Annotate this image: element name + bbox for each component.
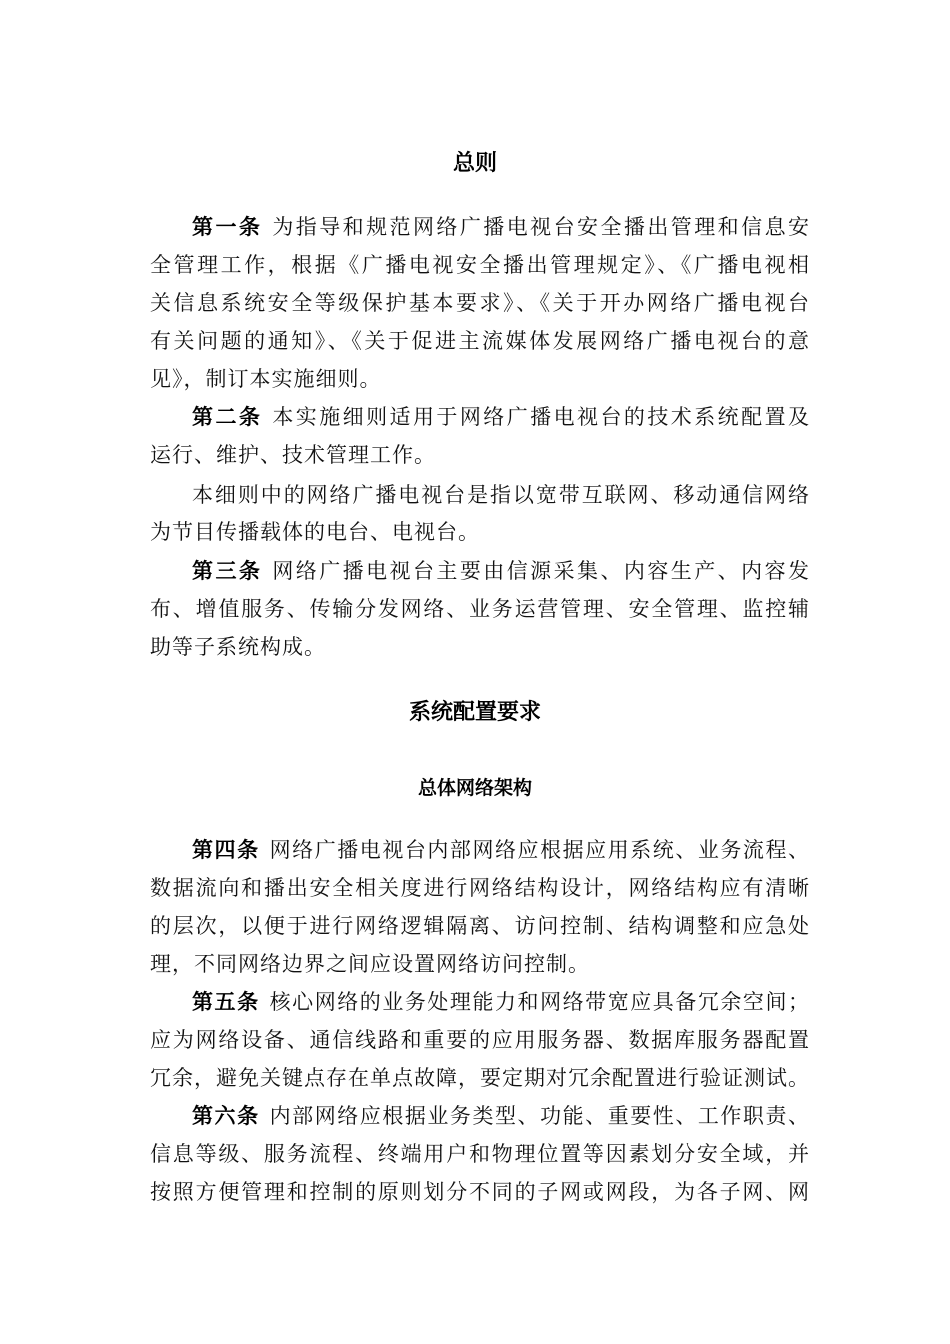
article-5-line-3: 冗余，避免关键点存在单点故障，要定期对冗余配置进行验证测试。	[150, 1066, 810, 1090]
article-3-label: 第三条	[192, 559, 263, 583]
article-5-label: 第五条	[192, 990, 260, 1014]
section-title-general: 总则	[452, 151, 497, 176]
article-1-text-1: 为指导和规范网络广播电视台安全播出管理和信息安	[272, 215, 810, 239]
section-title-system-config: 系统配置要求	[408, 700, 541, 725]
article-2-note-line-1: 本细则中的网络广播电视台是指以宽带互联网、移动通信网络	[192, 483, 810, 507]
article-1-line-1	[192, 212, 810, 242]
article-4-line-3: 的层次，以便于进行网络逻辑隔离、访问控制、结构调整和应急处	[150, 914, 810, 938]
article-6-line-2: 信息等级、服务流程、终端用户和物理位置等因素划分安全域，并	[150, 1142, 810, 1166]
article-2-line-1	[192, 402, 810, 432]
article-6-line-3: 按照方便管理和控制的原则划分不同的子网或网段，为各子网、网	[150, 1180, 810, 1204]
article-1-line-3: 关信息系统安全等级保护基本要求》、《关于开办网络广播电视台	[150, 291, 810, 315]
article-4-line-4: 理，不同网络边界之间应设置网络访问控制。	[150, 952, 590, 976]
article-4-label: 第四条	[192, 838, 260, 862]
article-1-line-4: 有关问题的通知》、《关于促进主流媒体发展网络广播电视台的意	[150, 329, 810, 353]
article-2-note-line-2: 为节目传播载体的电台、电视台。	[150, 520, 480, 544]
subsection-title-network-arch: 总体网络架构	[417, 777, 532, 799]
article-2-line-2: 运行、维护、技术管理工作。	[150, 443, 436, 467]
article-3-line-1	[192, 556, 810, 586]
article-1-line-2: 全管理工作，根据《广播电视安全播出管理规定》、《广播电视相	[150, 253, 810, 277]
article-3-text-1: 网络广播电视台主要由信源采集、内容生产、内容发	[272, 559, 810, 583]
article-5-line-2: 应为网络设备、通信线路和重要的应用服务器、数据库服务器配置	[150, 1028, 810, 1052]
article-5-line-1	[192, 987, 810, 1017]
article-2-label: 第二条	[192, 405, 263, 429]
article-4-text-1: 网络广播电视台内部网络应根据应用系统、业务流程、	[269, 838, 810, 862]
article-1-label: 第一条	[192, 215, 263, 239]
article-6-text-1: 内部网络应根据业务类型、功能、重要性、工作职责、	[269, 1104, 810, 1128]
article-6-line-1	[192, 1101, 810, 1131]
article-2-text-1: 本实施细则适用于网络广播电视台的技术系统配置及	[272, 405, 810, 429]
article-6-label: 第六条	[192, 1104, 260, 1128]
article-4-line-1	[192, 835, 810, 865]
article-3-line-3: 助等子系统构成。	[150, 635, 326, 659]
article-4-line-2: 数据流向和播出安全相关度进行网络结构设计，网络结构应有清晰	[150, 876, 810, 900]
article-1-line-5: 见》，制订本实施细则。	[150, 367, 382, 391]
article-3-line-2: 布、增值服务、传输分发网络、业务运营管理、安全管理、监控辅	[150, 597, 810, 621]
article-5-text-1: 核心网络的业务处理能力和网络带宽应具备冗余空间；	[269, 990, 810, 1014]
